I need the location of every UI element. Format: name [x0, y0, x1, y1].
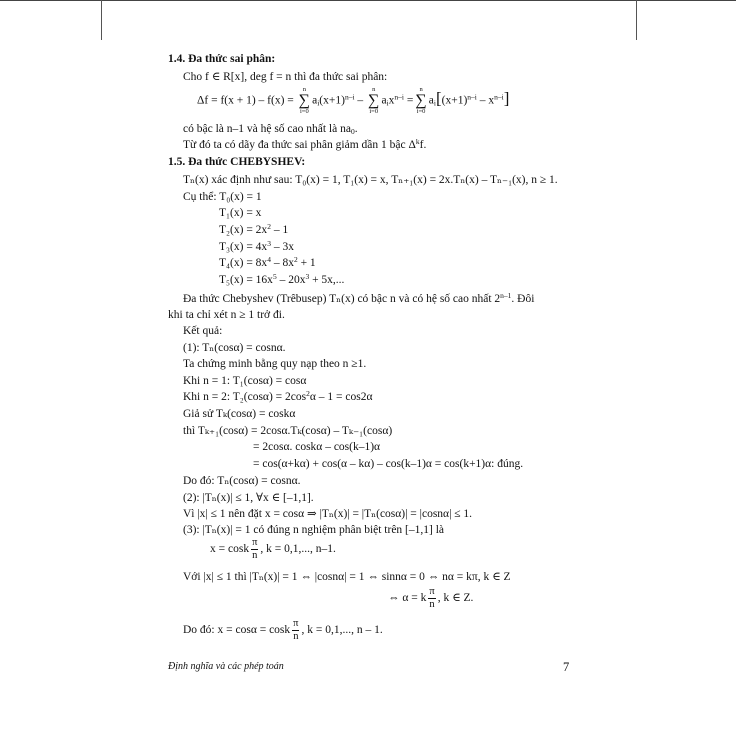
- chebyshev-definition: Tₙ(x) xác định như sau: T₀(x) = 1, T₁(x) = x, Tₙ₊₁(x) = 2x.Tₙ(x) – Tₙ₋₁(x), n ≥ 1.: [183, 174, 558, 186]
- text-line: = cos(α+kα) + cos(α – kα) – cos(k–1)α = cos(k+1)α: đúng.: [253, 458, 524, 470]
- result-3: (3): |Tₙ(x)| = 1 có đúng n nghiệm phân biệt trên [–1,1] là: [183, 524, 445, 536]
- text-line: thì Tₖ₊₁(cosα) = 2cosα.Tₖ(cosα) – Tₖ₋₁(cosα): [183, 425, 393, 437]
- text-line: Cụ thể: T₀(x) = 1: [183, 191, 262, 203]
- formula-T5: $T_5(x) = 16x^5 - 20x^3 + 5x$,...: [219, 272, 345, 286]
- text-line: Với |x| ≤ 1 thì |Tₙ(x)| = 1 ⇔ |cosnα| = 1 ⇔ sinnα = 0 ⇔ nα = kπ, k ∈ Z: [183, 571, 511, 583]
- text-line: Cho f ∈ R[x], deg f = n thì đa thức sai phân:: [183, 71, 388, 83]
- text-line: Giả sử Tₖ(cosα) = coskα: [183, 408, 296, 420]
- roots-formula: x = cosk $\frac{\pi}{n}$ , k = 0,1,..., n–1.: [210, 537, 336, 561]
- text-line: = 2cosα. coskα – cos(k–1)α: [253, 441, 381, 453]
- text-line: Khi n = 1: T₁(cosα) = cosα: [183, 375, 307, 387]
- heading-1-4: 1.4. Đa thức sai phân:: [168, 53, 276, 65]
- text-line: Đa thức Chebyshev (Trêbusep) Tₙ(x) có bậc n và có hệ số cao nhất 2$^{n-1}$. Đôi: [183, 291, 535, 305]
- text-line: Từ đó ta có dãy đa thức sai phân giảm dần 1 bậc $\Delta^kf$.: [183, 137, 427, 151]
- text-line: có bậc là n–1 và hệ số cao nhất là $na_0$.: [183, 123, 358, 136]
- text-line: khi ta chỉ xét n ≥ 1 trở đi.: [168, 309, 285, 321]
- conclusion-formula: Do đó: x = cosα = cosk $\frac{\pi}{n}$ , k = 0,1,..., n – 1.: [183, 618, 383, 642]
- text-line: Khi n = 2: $T_2(\cos\alpha) = 2\cos^2\alpha - 1 = \cos 2\alpha$: [183, 389, 373, 403]
- formula-T1: T₁(x) = x: [219, 207, 262, 219]
- result-2: (2): |Tₙ(x)| ≤ 1, ∀x ∈ [–1,1].: [183, 492, 314, 504]
- formula-T4: $T_4(x) = 8x^4 - 8x^2 + 1$: [219, 255, 316, 269]
- formula-T3: $T_3(x) = 4x^3 - 3x$: [219, 239, 294, 253]
- alpha-formula: ⇔ α = k $\frac{\pi}{n}$ , k ∈ Z.: [388, 586, 474, 610]
- result-1: (1): Tₙ(cosα) = cosnα.: [183, 342, 286, 354]
- heading-1-5: 1.5. Đa thức CHEBYSHEV:: [168, 156, 306, 168]
- page-number: 7: [563, 660, 570, 674]
- formula-T2: $T_2(x) = 2x^2 - 1$: [219, 222, 289, 236]
- text-line: Do đó: Tₙ(cosα) = cosnα.: [183, 475, 301, 487]
- text-line: Kết quả:: [183, 325, 223, 337]
- difference-formula: Δf = f(x + 1) – f(x) = n ∑ i=0 $a_i(x+1)^{n-i}$ – n ∑ i=0 $a_ix^{n-i}$ = n ∑ i=0 $a_i[(x+1)^{n-i} - x^{n-i}]$: [197, 86, 510, 115]
- page-footer: Định nghĩa và các phép toán: [168, 661, 284, 672]
- text-line: Vì |x| ≤ 1 nên đặt x = cosα ⇒ |Tₙ(x)| = |Tₙ(cosα)| = |cosnα| ≤ 1.: [183, 508, 473, 520]
- text-line: Ta chứng minh bằng quy nạp theo n ≥1.: [183, 358, 367, 370]
